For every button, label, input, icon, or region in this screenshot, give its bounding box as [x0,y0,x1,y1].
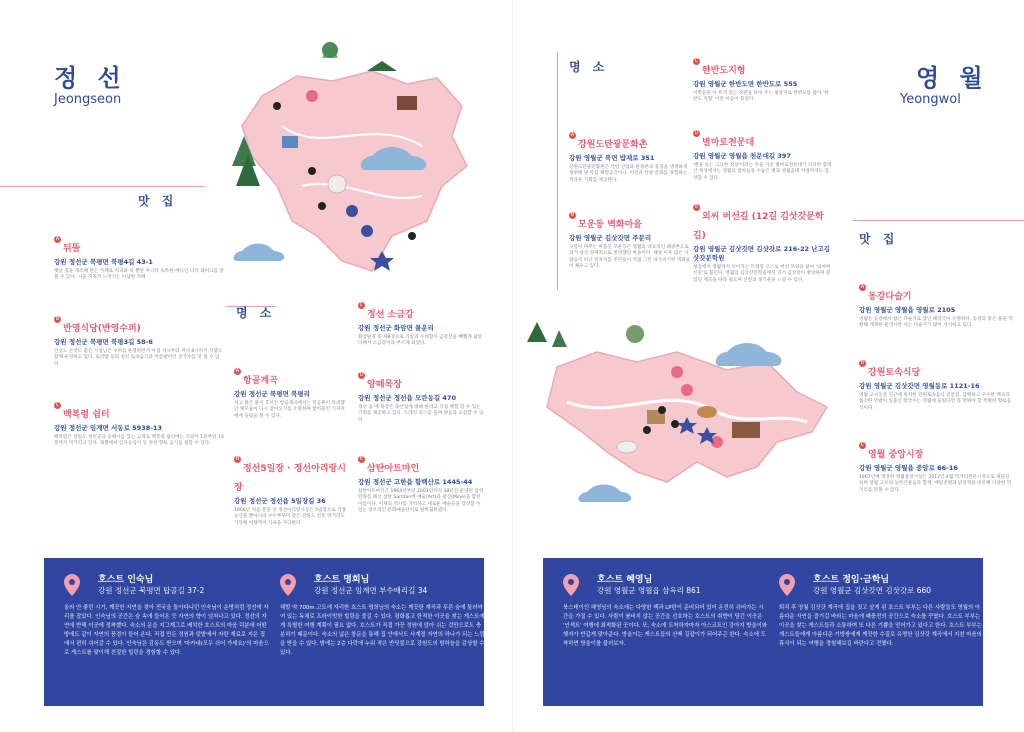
place-description: 영월은 동강에서 잡은 다슬기로 끓인 해장국이 유명하다. 동강과 맞은 물을 작황해 게게한 물색시만 서는 다슬기가 많이 서식하고 있다. [859,317,1013,329]
region-title-en: Jeongseon [54,92,122,107]
place-description: 처고 맑은 물이 흐르는 항골계곡에서는 민공휴이 특려했던 옛모습이 다시 찾아오기를 소망하며 쌓아올린 기자치에에 돌탑을 볼 수 있다. [234,401,345,419]
location-pin-icon [563,574,579,596]
list-item [859,442,1015,494]
marker-badge: A [570,132,575,138]
host-panel [44,558,484,706]
divider [0,186,205,187]
host-description: 해발 약 700m 고도에 자리한 호스트 명희님의 숙소는 깨끗한 계곡과 푸른 숲에 둘러싸여 있는 독채로 프라이빗한 힐링을 즐길 수 있다. 평화롭고 한적한 이곳을 찾는 게스트에게 특별한 여행 계획이 필요 없다. 호스트가 직접 가꾼 정원에 앉아 쉬는 것만으로도 충분하기 때문이다. 숙소의 넓은 창문을 통해 집 안에서도 사계절 자연의 하나가 되는 느낌을 받을 수 있다. 밤에는 2층 다락에 누워 작은 반딧불으로 강원도의 밤하늘을 감상할 수 있다. [280,605,485,656]
host-address: 강원 정선군 임계면 부수배리길 34 [314,586,428,595]
place-name: 백복령 쉼터 [63,410,110,420]
place-name: 별마로천문대 [702,138,755,148]
marker-badge: D [694,130,699,136]
place-description: 1967년에 개장한 영월중앙시장은 2017년 4월 먹거리전문시장으로 새단장 하며 영월 고유의 농특산물들과 함께, 메밀전병과 닭강정을 비롯해 다양한 먹거리를 맛볼 수 있다. [859,475,1012,493]
list-item [54,402,224,448]
divider [557,52,558,290]
list-item [569,212,691,271]
place-name: 한반도지형 [702,66,746,76]
place-description: 영월 고씨동굴 인근에 위치한 강원토속음식 전문점. 담백하고 구수한 백숙과 쫄깃한 면발이 일품인 칼국수는 영월에 들렀다면 꼭 맛봐야 할 특별한 향토음식이다. [859,393,1012,411]
region-title-ko: 정 선 [54,64,127,92]
host-name: 호스트 인숙님 [98,575,154,585]
host-description: 올라 안 좋던 시기, 깨끗한 자연을 찾아 전국을 돌아다니던 인숙님이 운명처럼 정선에 자리를 잡았다. 인숙님의 공간은 숲 속에 들어온 듯 자연의 향이 넘쳐나고 있다. 정선의 자연에 반해 이곳에 정착했다. 숙소의 문을 지그재그로 배치한 호스트의 마음 덕분에 어떤 방에도 같이 자연의 풍경이 들어 온다. 직접 만든 정원과 텃밭에서 자란 재료로 지은 집에서 편히 쉬어갈 수 있다. 인숙님은 감동도 받으며 '마카네(모두 쉬어 가세요)'의 마음으로 게스트를 맞이해 친절한 힐링을 경험할 수 있다. [64,605,269,656]
place-name: 모운동 벽화마을 [578,220,642,230]
sights-section-title: 명 소 [569,60,609,74]
marker-badge: E [359,456,364,462]
place-description: 청송에서 영월까지 이어지는 트레킹 코스로 버선 모양을 닮아 '외씨버선길'로 불린다. 영월의 김삿갓문학길에서 과거 김삿갓이 방랑하며 걸었던 계곡을 따라 걸으며 산천의 정기운을 느낄 수 있다. [693,265,831,283]
host-name: 호스트 혜영님 [597,575,653,585]
marker-badge: B [55,316,60,322]
sights-section-title: 명 소 [236,306,276,320]
place-description: '별을 보는 고요한 정상'이라는 뜻을 가진 별마로천문대가 자리한 봉래산 정상에서는 영월의 밤하늘을 수놓은 별과 영월읍내 야경까지도 감상할 수 있다. [693,163,832,181]
marker-badge: B [570,212,575,218]
place-description: 1966년 처음 문을 연 정선아리랑시장은 5일장으로 각종 농산물 뿐아니라 수수부꾸미 같은 강원도 전통 먹거리도 가득해 여행객이 식욕을 자극한다. [234,508,347,526]
list-item [693,204,833,284]
place-name: 동강다슬기 [868,292,912,302]
place-name: 반영식당(반영수퍼) [63,324,141,334]
place-address: 강원 정선군 북평면 북평4길 43-1 [54,258,153,266]
place-name: 양떼목장 [367,380,402,390]
place-address: 강원 영월군 영월읍 중앙로 66-16 [859,464,958,472]
place-address: 강원 영월군 한반도면 한반도로 555 [693,80,798,88]
place-description: 인심도 손맛도 좋은 시장님은 수려를 운영하면서 아침 지시부터 저녁 6시까지 식당도 함께 운영하고 있다. 토리밥 등의 정선 토속음식과 어름발이인 콩국수를 맛 볼 수 있다. [54,349,223,367]
place-description: 옛날 집을 개조해 만든 카페로 커피와 차 뿐만 아니라 독특한 메뉴인 더덕 쉐이크를 맛볼 수 있다. 시골 정취가 느껴지는 아담한 카페 [54,269,224,281]
page-yeongwol [512,0,1024,732]
food-section-title: 맛 집 [859,232,899,246]
place-description: 화암팔경 중 제8경으로 기암괴 수려함이 금강산을 빼뼘게 닮았다해서 소금강이라 부르게 되었다. [358,335,483,347]
host-name: 호스트 명희님 [314,575,370,585]
place-address: 강원 정선군 정선읍 5일장길 36 [234,497,326,505]
marker-badge: C [55,402,60,408]
food-section-title: 맛 집 [138,194,178,208]
list-item [358,372,486,424]
place-name: 항골계곡 [243,376,278,386]
place-address: 강원 영월군 김삿갓면 영월동로 1121-16 [859,382,980,390]
place-description: 서쪽들판 이 특색 있는 경관을 보여 주는 평창지로 한반도를 닮아 '한반도 지형' 이란 이름이 붙었다. [693,91,829,103]
place-name: 정선 소금강 [367,310,414,320]
host-address: 강원 영월군 김삿갓면 김삿갓로 660 [813,586,932,595]
list-item [693,58,833,104]
marker-badge: B [235,456,240,462]
marker-badge: C [359,302,364,308]
place-address: 강원 정선군 정선읍 모란동길 470 [358,394,456,402]
marker-badge: A [235,368,240,374]
host-address: 강원 정선군 북평면 탑골길 37-2 [98,586,205,595]
host-name: 호스트 정임·금학님 [813,575,890,585]
host-description: 퇴직 후 영월 김삿갓 계곡에 집을 짓고 살게 된 호스트 부부는 다른 사람들도 영월의 아름다운 자연을 즐기길 바라는 마음에 쾌충전의 공간으로 숙소를 꾸몄다. 호스트 부부는 이곳을 찾는 게스트들과 소통하며 또 다른 기쁨을 얻어가고 있다고 한다. 호스트 부부는 게스트들에게 아름다운 기방쌍에게 깨끗한 수질로 유명한 김삿갓 계곡에서 지친 마음의 휴식이 되는 여행을 경험해보길 바란다고 전했다. [779,605,982,647]
place-address: 강원 영월군 김삿갓면 주문리 [569,234,652,242]
place-name: 정선5일장 · 정선아리랑시장 [234,464,346,493]
place-description: 강원도탄광문화촌은 석탄 산업과 탄광촌의 풍경을 생생하게 재현해 낸 복합 체험공간이다. 어린과 탄광 문화를 경험하는 색다른 기회를 제공한다. [569,165,688,183]
location-pin-icon [779,574,795,596]
host-panel [543,558,983,706]
place-address: 강원 정선군 화암면 몰운리 [358,324,434,332]
place-name: 강원토속식당 [868,368,921,378]
region-title-ko: 영 월 [916,64,989,92]
place-address: 강원 영월군 영월읍 영월로 2105 [859,306,956,314]
marker-badge: C [694,58,699,64]
list-item [358,302,486,348]
list-item [54,316,224,368]
marker-badge: A [860,284,865,290]
marker-badge: D [359,372,364,378]
place-name: 강원도탄광문화촌 [578,140,648,150]
place-name: 뒤뜰 [63,244,81,254]
place-address: 강원 영월군 북면 밥재로 351 [569,154,655,162]
marker-badge: E [694,204,699,210]
yeongwol-map [527,312,843,522]
list-item [358,456,486,515]
region-title-en: Yeongwol [900,92,961,107]
divider [853,220,1024,221]
host-description: 북스테이인 혜영님의 숙소에는 다양한 책과 LP판이 준비되어 있어 온전히 쉬어가는 시간을 가질 수 있다. 사람이 붐비지 않는 공간을 선호하는 호스트의 취향이 담긴 이곳은 '인색트' 여행에 최적화된 곳이다. 또, 숙소에 도착하자마자 아스코트인 강아지 방울이와 햇자가 반갑게 맞아준다. 방울이는 게스트들의 산책 길잡이가 되어주곤 한다. 숙소에 도착하면 방울이를 불러보자. [563,605,768,647]
place-address: 강원 정선군 북평면 북평3길 58-6 [54,338,153,346]
place-name: 외씨 버선길 (12길 김삿갓문학길) [693,212,824,241]
place-address: 강원 정선군 북평면 북평리 [234,390,310,398]
host-address: 강원 영월군 영월읍 삼옥리 861 [597,586,701,595]
location-pin-icon [280,574,296,596]
place-description: 삼탄아트마인은 1964년부터 2001년까지 38년간 운영된 삼척탄좌를 폐산 삼탄 Samtan에 예술(Art)과 광산(Mine)을 합친 이름이다. 이제의 역사를 기억하고 새로운 예술들을 감상할 수 있는 창조적인 문화예술단지로 탈바꿈하였다. [358,489,484,514]
jeongseon-map [222,36,492,286]
list-item [859,284,1015,330]
place-name: 삼탄아트마인 [367,464,420,474]
list-item [693,130,833,182]
place-name: 영월 중앙시장 [868,450,924,460]
place-description: 정선 읍 에 목장은 축산업에 대해 알리고 직접 체험 할 수 있는 기회를 제공하고 있다. 트레킹 코스를 돌며 양들과 교감할 수 있다. [358,405,484,423]
place-address: 강원 영월군 영월읍 천문대길 397 [693,152,791,160]
place-address: 강원 영월군 김삿갓면 김삿갓로 216-22 난고김삿갓문학원 [693,245,831,262]
marker-badge: B [860,360,865,366]
place-description: 백복령은 강원도 정선군과 동해시를 있는 고개로 백복령 쉼터에는 식당이 1분부터 13분까지 먹거리고 있다. 제철에서 감자옹심이 등 정선 향토 음식을 접할 수 있다. [54,435,224,447]
list-item [234,368,349,420]
list-item [54,236,224,282]
place-description: 구름이 머무는 마을인 모운동은 영월의 대표적인 폐광촌으로 과거 광산 경제적으로 번영했던 마을이다. 폐광 이후 많은 사람들이 떠난 빈자리를 주민들이 직접 그린 따가씨기한 벽화들이 채우고 있다. [569,245,691,270]
marker-badge: C [860,442,865,448]
list-item [569,132,691,184]
marker-badge: A [55,236,60,242]
place-address: 강원 정선군 고한읍 함백산로 1445-44 [358,478,473,486]
list-item [234,456,349,527]
list-item [859,360,1015,412]
location-pin-icon [64,574,80,596]
place-address: 강원 정선군 임계면 서동로 5938-13 [54,424,162,432]
